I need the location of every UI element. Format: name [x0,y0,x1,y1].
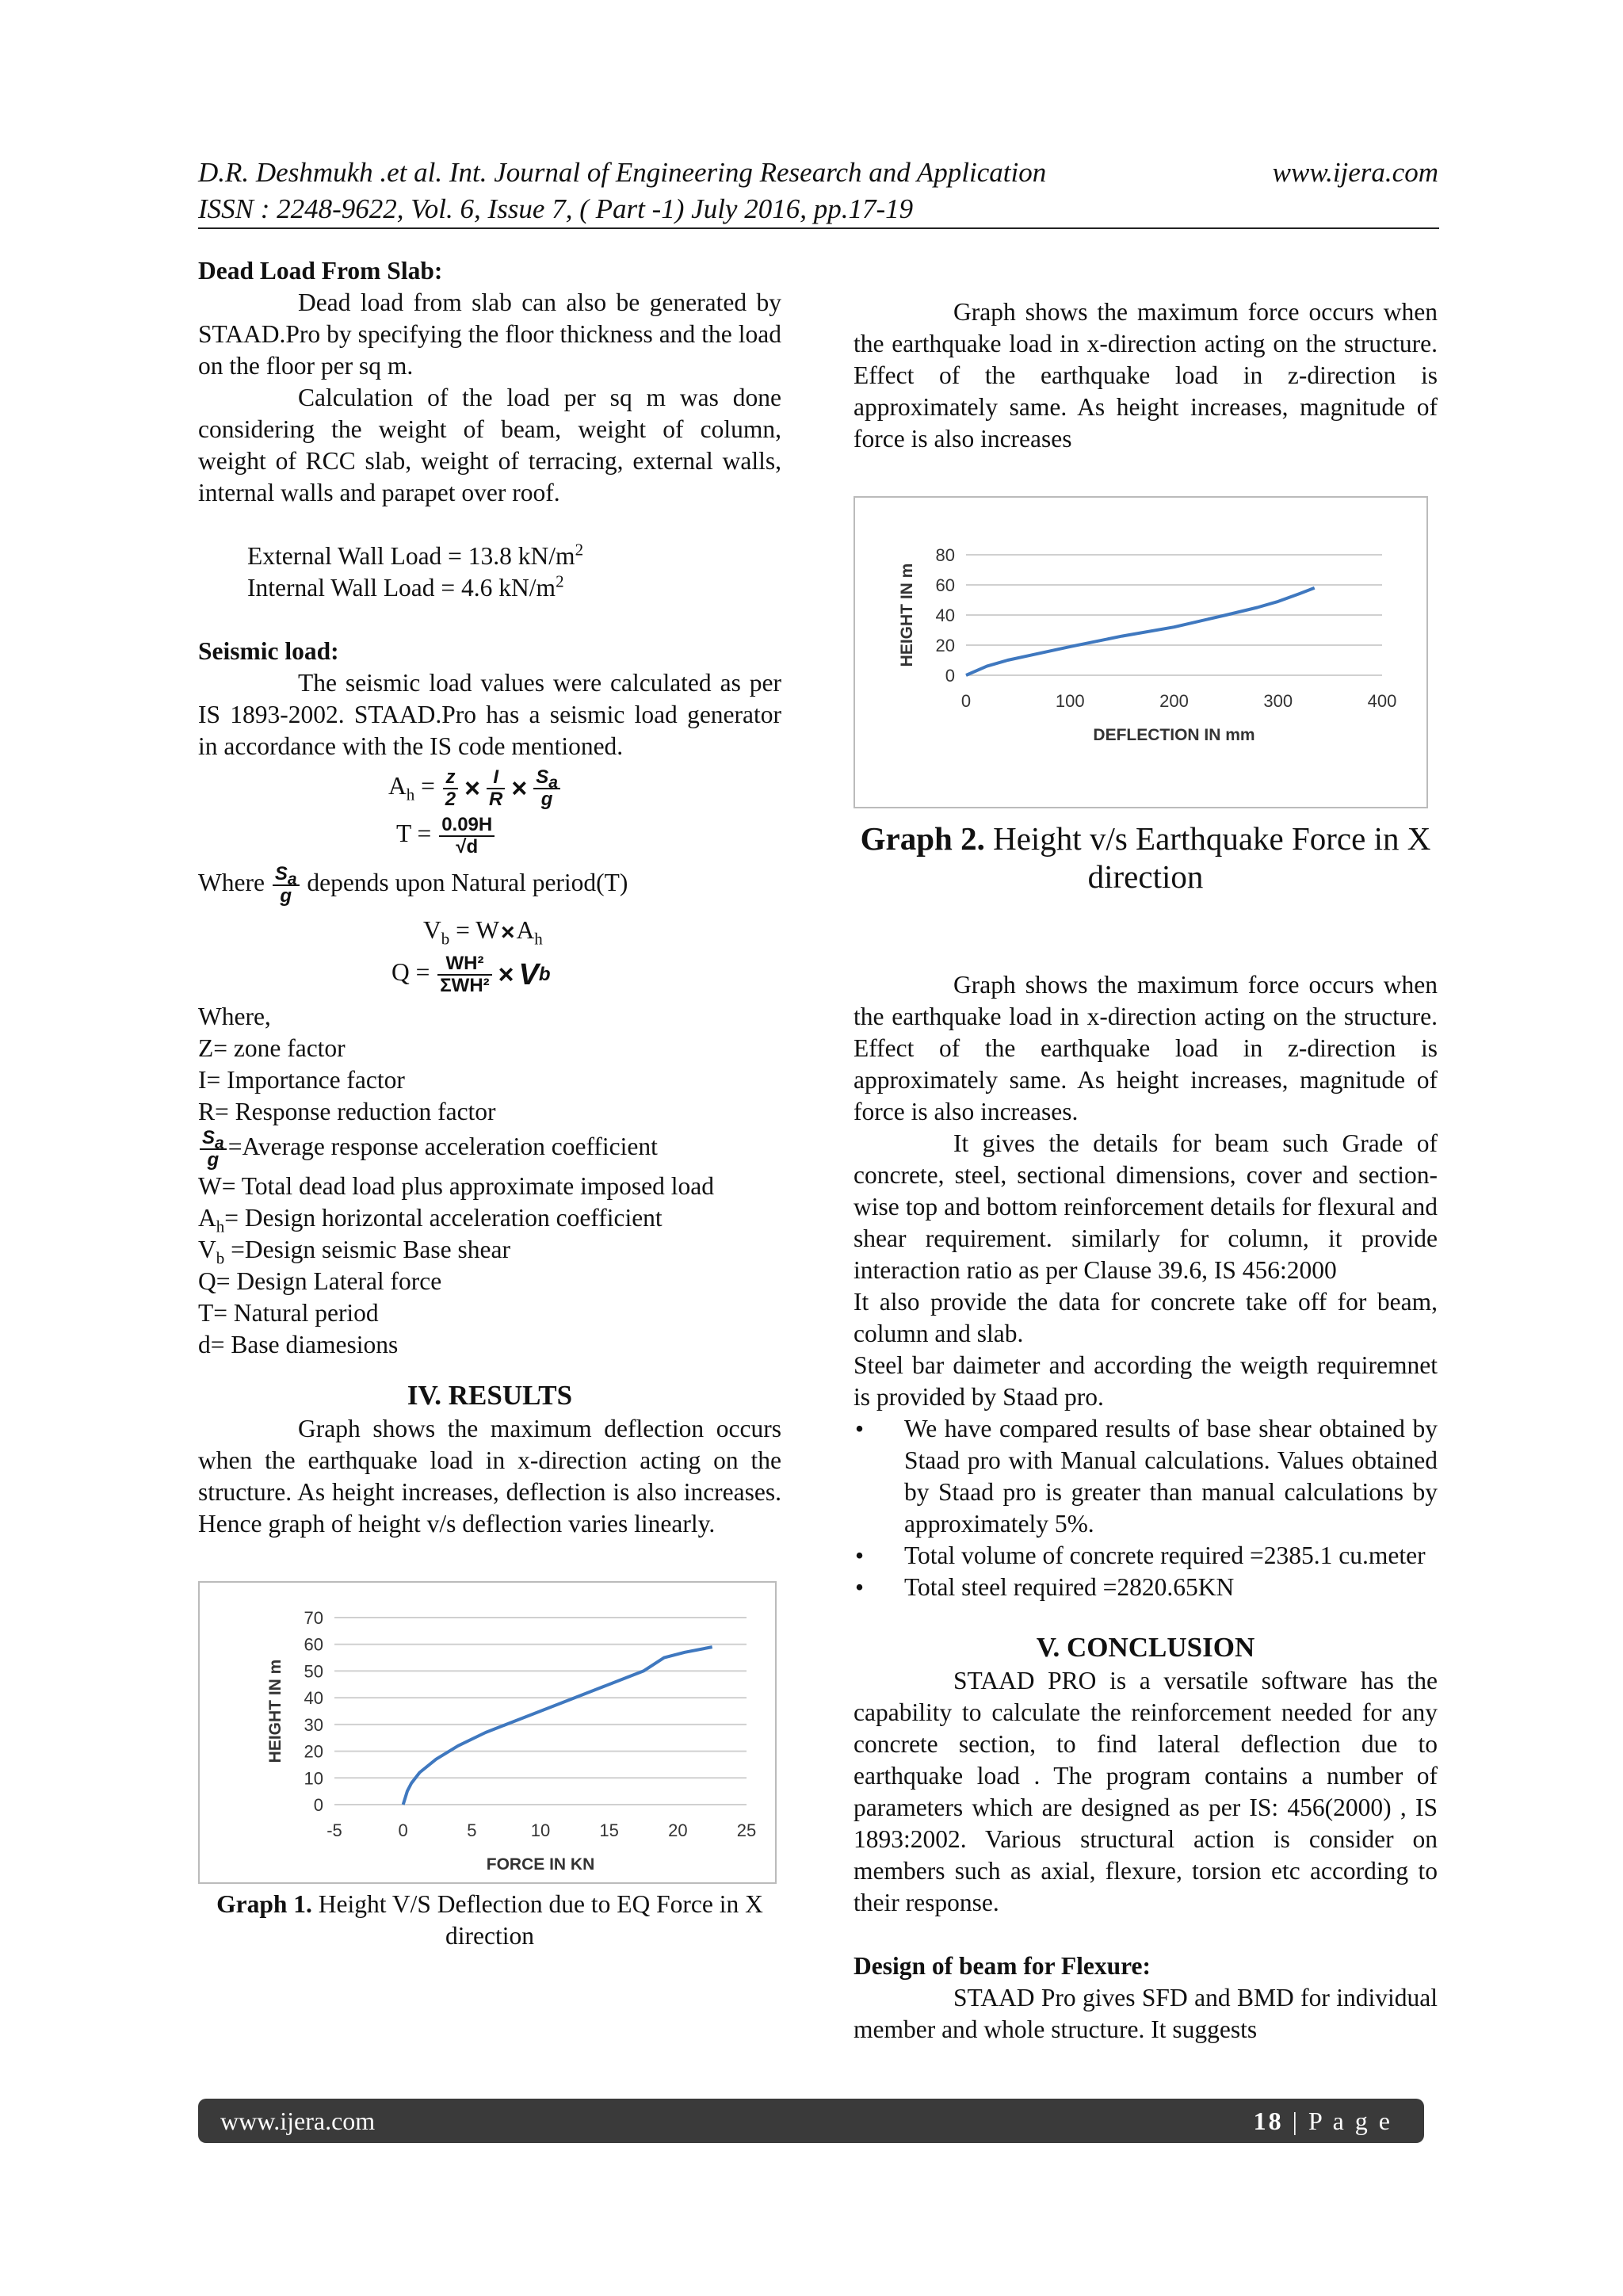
y-tick-label: 60 [304,1634,323,1655]
y-tick-label: 80 [935,545,955,565]
header-issn: ISSN : 2248-9622, Vol. 6, Issue 7, ( Part -1) July 2016, pp.17-19 [198,193,914,224]
y-tick-label: 10 [304,1768,323,1789]
header-journal: D.R. Deshmukh .et al. Int. Journal of Engineering Research and Application [198,157,1047,188]
seismic-heading: Seismic load: [198,637,339,665]
graph-1-chart [200,1583,775,1882]
x-tick-label: 100 [1055,691,1085,711]
t-formula: T = $\frac{0.09H}{√d}$ [198,815,781,858]
page-footer [198,2099,1424,2143]
x-tick-label: 25 [736,1820,757,1840]
bullet-concrete-volume: • Total volume of concrete required =2385.1 cu.meter [854,1540,1438,1572]
steel-paragraph: Steel bar daimeter and according the weigth requiremnet is provided by Staad pro. [854,1351,1438,1411]
results-heading: IV. RESULTS [407,1379,573,1411]
def-ah: $A_h=$ Design horizontal acceleration coefficient [198,1203,663,1236]
graph-2-frame [854,496,1428,808]
y-tick-label: 70 [304,1607,323,1628]
def-t: T= Natural period [198,1298,379,1327]
x-axis-label: FORCE IN KN [486,1855,595,1874]
x-tick-label: 10 [530,1820,551,1840]
ah-formula: $A_h$ = $\frac{z}{2}$ × $\frac{I}{R}$ × $\frac{S_a}{g}$ [198,767,781,810]
beam-flexure-paragraph: STAAD Pro gives SFD and BMD for individual member and whole structure. It suggests [854,1984,1438,2043]
x-tick-label: 200 [1159,691,1189,711]
bullet-base-shear: • We have compared results of base shear obtained by Staad pro with Manual calculations. Values obtained by Staad pro is greater than manual calculations by approximately 5%. [854,1413,1438,1540]
dead-load-paragraph-1: Dead load from slab can also be generated by STAAD.Pro by specifying the floor thickness and the load on the floor per sq m. [198,288,781,380]
running-header [198,155,1438,227]
x-tick-label: 15 [599,1820,619,1840]
left-column [198,255,781,1977]
where-label: Where, [198,1002,271,1030]
results-bullets [854,1413,1438,1603]
graph-2-caption: Graph 2. Height v/s Earthquake Force in X direction [860,820,1431,895]
q-formula: Q = $\frac{\text{WH²}}{\text{ΣWH²}}$ × Vb [391,952,551,996]
def-response-reduction: R= Response reduction factor [198,1097,496,1125]
results-paragraph: Graph shows the maximum deflection occurs when the earthquake load in x-direction acting on the structure. As height increases, deflection is also increases. Hence graph of height v/s deflection varies linearly. [198,1414,781,1538]
force-paragraph: Graph shows the maximum force occurs when the earthquake load in x-direction acting on the structure. Effect of the earthquake load in z-direction is approximately same. As height increases, magnitude of force is also increases. [854,971,1438,1125]
y-tick-label: 20 [935,636,955,655]
vb-formula: $V_b = W\times A_h$ [423,916,543,949]
def-zone-factor: Z= zone factor [198,1033,346,1062]
right-column [854,296,1438,2046]
x-tick-label: 0 [398,1820,408,1840]
y-tick-label: 20 [304,1741,323,1762]
bullet-steel-total: • Total steel required =2820.65KN [854,1572,1438,1603]
y-tick-label: 50 [304,1661,323,1682]
header-website[interactable]: www.ijera.com [1272,157,1438,188]
def-vb: $V_b$ =Design seismic Base shear [198,1235,510,1268]
y-tick-label: 40 [935,606,955,625]
x-tick-label: 5 [467,1820,477,1840]
y-tick-label: 60 [935,575,955,595]
y-tick-label: 0 [945,666,955,686]
x-tick-label: 0 [960,691,972,711]
where-sa-line: Where $\frac{S_a}{g}$ depends upon Natural period(T) [198,863,628,907]
y-axis-label: HEIGHT IN m [266,1659,285,1763]
y-axis-label: HEIGHT IN m [898,563,916,667]
beam-flexure-heading: Design of beam for Flexure: [854,1952,1151,1980]
def-importance-factor: I= Importance factor [198,1065,405,1094]
graph-2-intro-paragraph: Graph shows the maximum force occurs when the earthquake load in x-direction acting on the structure. Effect of the earthquake load in z-direction is approximately same. As height increases, magnitude of force is also increases [854,298,1438,453]
beam-details-paragraph: It gives the details for beam such Grade of concrete, steel, sectional dimensions, cover and section-wise top and bottom reinforcement details for flexural and shear requirement. similarly for column, it provide interaction ratio as per Clause 39.6, IS 456:2000 [854,1129,1438,1284]
dead-load-paragraph-2: Calculation of the load per sq m was done considering the weight of beam, weight of column, weight of RCC slab, weight of terracing, external walls, internal walls and parapet over roof. [198,384,781,506]
concrete-takeoff-paragraph: It also provide the data for concrete take off for beam, column and slab. [854,1288,1438,1347]
conclusion-paragraph: STAAD PRO is a versatile software has the capability to calculate the reinforcement needed for any concrete section, to find lateral deflection due to earthquake load . The program contains a number of parameters which are designed as per IS: 456(2000) , IS 1893:2002. Various structural action is consider on members such as axial, flexure, torsion etc according to their response. [854,1667,1438,1916]
def-total-load: W= Total dead load plus approximate imposed load [198,1171,714,1200]
x-tick-label: -5 [327,1820,342,1840]
graph-1-frame [198,1581,777,1884]
def-sa-g: $\frac{S_a}{g}$ =Average response acceleration coefficient [198,1128,781,1171]
footer-page-number: 18 | P a g e [1253,2107,1392,2135]
footer-website[interactable]: www.ijera.com [220,2107,376,2135]
y-tick-label: 30 [304,1714,323,1735]
x-tick-label: 300 [1263,691,1293,711]
def-q: Q= Design Lateral force [198,1266,442,1295]
conclusion-heading: V. CONCLUSION [1036,1632,1255,1663]
external-wall-load: External Wall Load = 13.8 $kN/m^2$ [247,540,584,570]
y-tick-label: 40 [304,1687,323,1708]
dead-load-heading: Dead Load From Slab: [198,257,443,285]
x-tick-label: 400 [1367,691,1397,711]
header-rule [198,227,1439,229]
x-axis-label: DEFLECTION IN mm [1093,726,1255,744]
def-d: d= Base diamesions [198,1330,399,1358]
graph-1-caption: Graph 1. Height V/S Deflection due to EQ Force in X direction [216,1889,763,1950]
graph-2-chart [855,498,1426,807]
internal-wall-load: Internal Wall Load = 4.6 $kN/m^2$ [247,571,564,602]
seismic-paragraph: The seismic load values were calculated as per IS 1893-2002. STAAD.Pro has a seismic load generator in accordance with the IS code mentioned. [198,669,781,760]
y-tick-label: 0 [313,1794,323,1815]
x-tick-label: 20 [668,1820,688,1840]
series-line [966,588,1315,675]
